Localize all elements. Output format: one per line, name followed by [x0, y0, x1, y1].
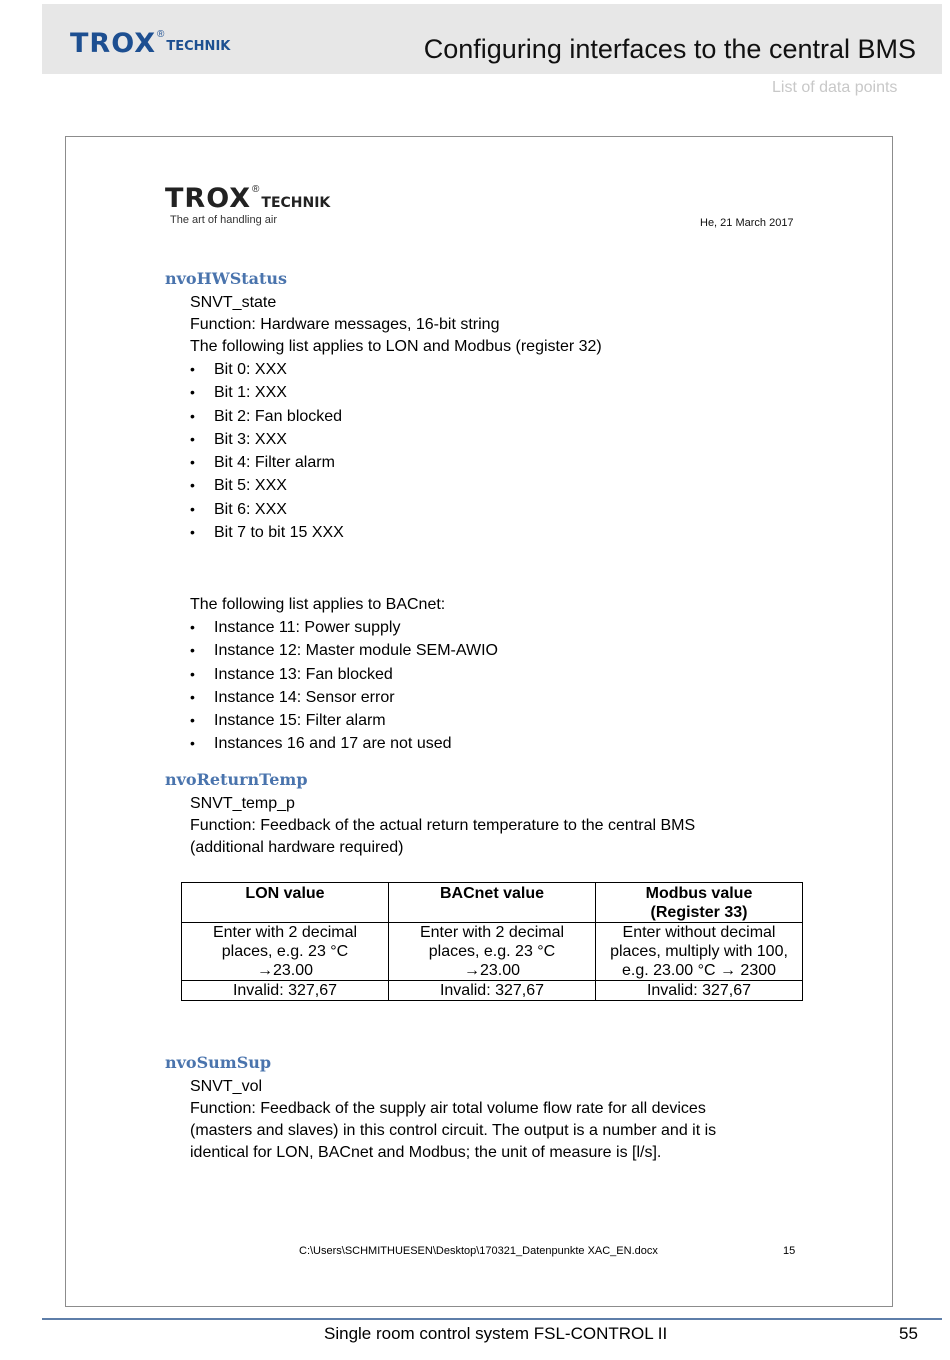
page-subtitle: List of data points [772, 79, 898, 96]
section-heading-nvosumsup: nvoSumSup [165, 1053, 272, 1072]
table-cell: Invalid: 327,67 [182, 981, 389, 1001]
bit-list [190, 358, 344, 544]
doc-logo-word: TROX [165, 183, 252, 214]
doc-logo-registered-mark: ® [252, 184, 260, 195]
return-temp-value-table [181, 882, 803, 1001]
logo-registered-mark: ® [157, 29, 165, 40]
section-heading-nvohwstatus: nvoHWStatus [165, 269, 288, 288]
footer-page-number: 55 [899, 1324, 918, 1343]
table-row [182, 981, 803, 1001]
section1-line: The following list applies to LON and Modbus (register 32) [190, 338, 602, 355]
section-heading-nvoreturntemp: nvoReturnTemp [165, 770, 308, 789]
bit-list-item: • Bit 5: XXX [190, 474, 344, 497]
instance-list-item: • Instance 11: Power supply [190, 616, 498, 639]
document-file-path: C:\Users\SCHMITHUESEN\Desktop\170321_Datenpunkte XAC_EN.docx [299, 1245, 658, 1257]
document-page-number: 15 [783, 1245, 796, 1257]
document-logo [165, 184, 330, 226]
document-date: He, 21 March 2017 [700, 217, 794, 229]
bit-list-item: • Bit 1: XXX [190, 381, 344, 404]
table-header-bacnet: BACnet value [389, 883, 596, 923]
instance-list-item: • Instance 15: Filter alarm [190, 709, 498, 732]
bit-list-item: • Bit 7 to bit 15 XXX [190, 521, 344, 544]
footer-title: Single room control system FSL-CONTROL II [324, 1324, 668, 1343]
bit-list-item: • Bit 0: XXX [190, 358, 344, 381]
section1-line: SNVT_state [190, 294, 277, 311]
bit-list-item: • Bit 2: Fan blocked [190, 405, 344, 428]
table-row [182, 923, 803, 981]
instance-list [190, 616, 498, 756]
instance-list-item: • Instances 16 and 17 are not used [190, 732, 498, 755]
bacnet-intro: The following list applies to BACnet: [190, 596, 446, 613]
section2-line: (additional hardware required) [190, 839, 404, 856]
page-header-bar [42, 4, 942, 74]
table-header-modbus: Modbus value (Register 33) [596, 883, 803, 923]
trox-technik-logo [70, 30, 230, 58]
table-cell: Enter with 2 decimal places, e.g. 23 °C →23.00 [182, 923, 389, 981]
section2-line: Function: Feedback of the actual return temperature to the central BMS [190, 817, 696, 834]
table-cell: Enter without decimal places, multiply with 100, e.g. 23.00 °C → 2300 [596, 923, 803, 981]
section1-line: Function: Hardware messages, 16-bit string [190, 316, 500, 333]
bit-list-item: • Bit 6: XXX [190, 498, 344, 521]
table-cell: Invalid: 327,67 [389, 981, 596, 1001]
section2-line: SNVT_temp_p [190, 795, 295, 812]
instance-list-item: • Instance 13: Fan blocked [190, 663, 498, 686]
doc-logo-tagline: The art of handling air [170, 214, 278, 226]
table-header-lon: LON value [182, 883, 389, 923]
doc-logo-technik: TECHNIK [261, 195, 331, 211]
section3-line: Function: Feedback of the supply air total volume flow rate for all devices [190, 1100, 706, 1117]
footer-divider [42, 1318, 942, 1320]
instance-list-item: • Instance 12: Master module SEM-AWIO [190, 639, 498, 662]
table-header-row [182, 883, 803, 923]
section3-line: (masters and slaves) in this control circuit. The output is a number and it is [190, 1122, 717, 1139]
section3-line: identical for LON, BACnet and Modbus; the unit of measure is [l/s]. [190, 1144, 662, 1161]
table-cell: Invalid: 327,67 [596, 981, 803, 1001]
logo-word: TROX [70, 28, 157, 59]
table-cell: Enter with 2 decimal places, e.g. 23 °C →23.00 [389, 923, 596, 981]
section3-line: SNVT_vol [190, 1078, 263, 1095]
page-title: Configuring interfaces to the central BMS [423, 34, 916, 64]
bit-list-item: • Bit 3: XXX [190, 428, 344, 451]
instance-list-item: • Instance 14: Sensor error [190, 686, 498, 709]
bit-list-item: • Bit 4: Filter alarm [190, 451, 344, 474]
logo-technik: TECHNIK [166, 39, 231, 54]
